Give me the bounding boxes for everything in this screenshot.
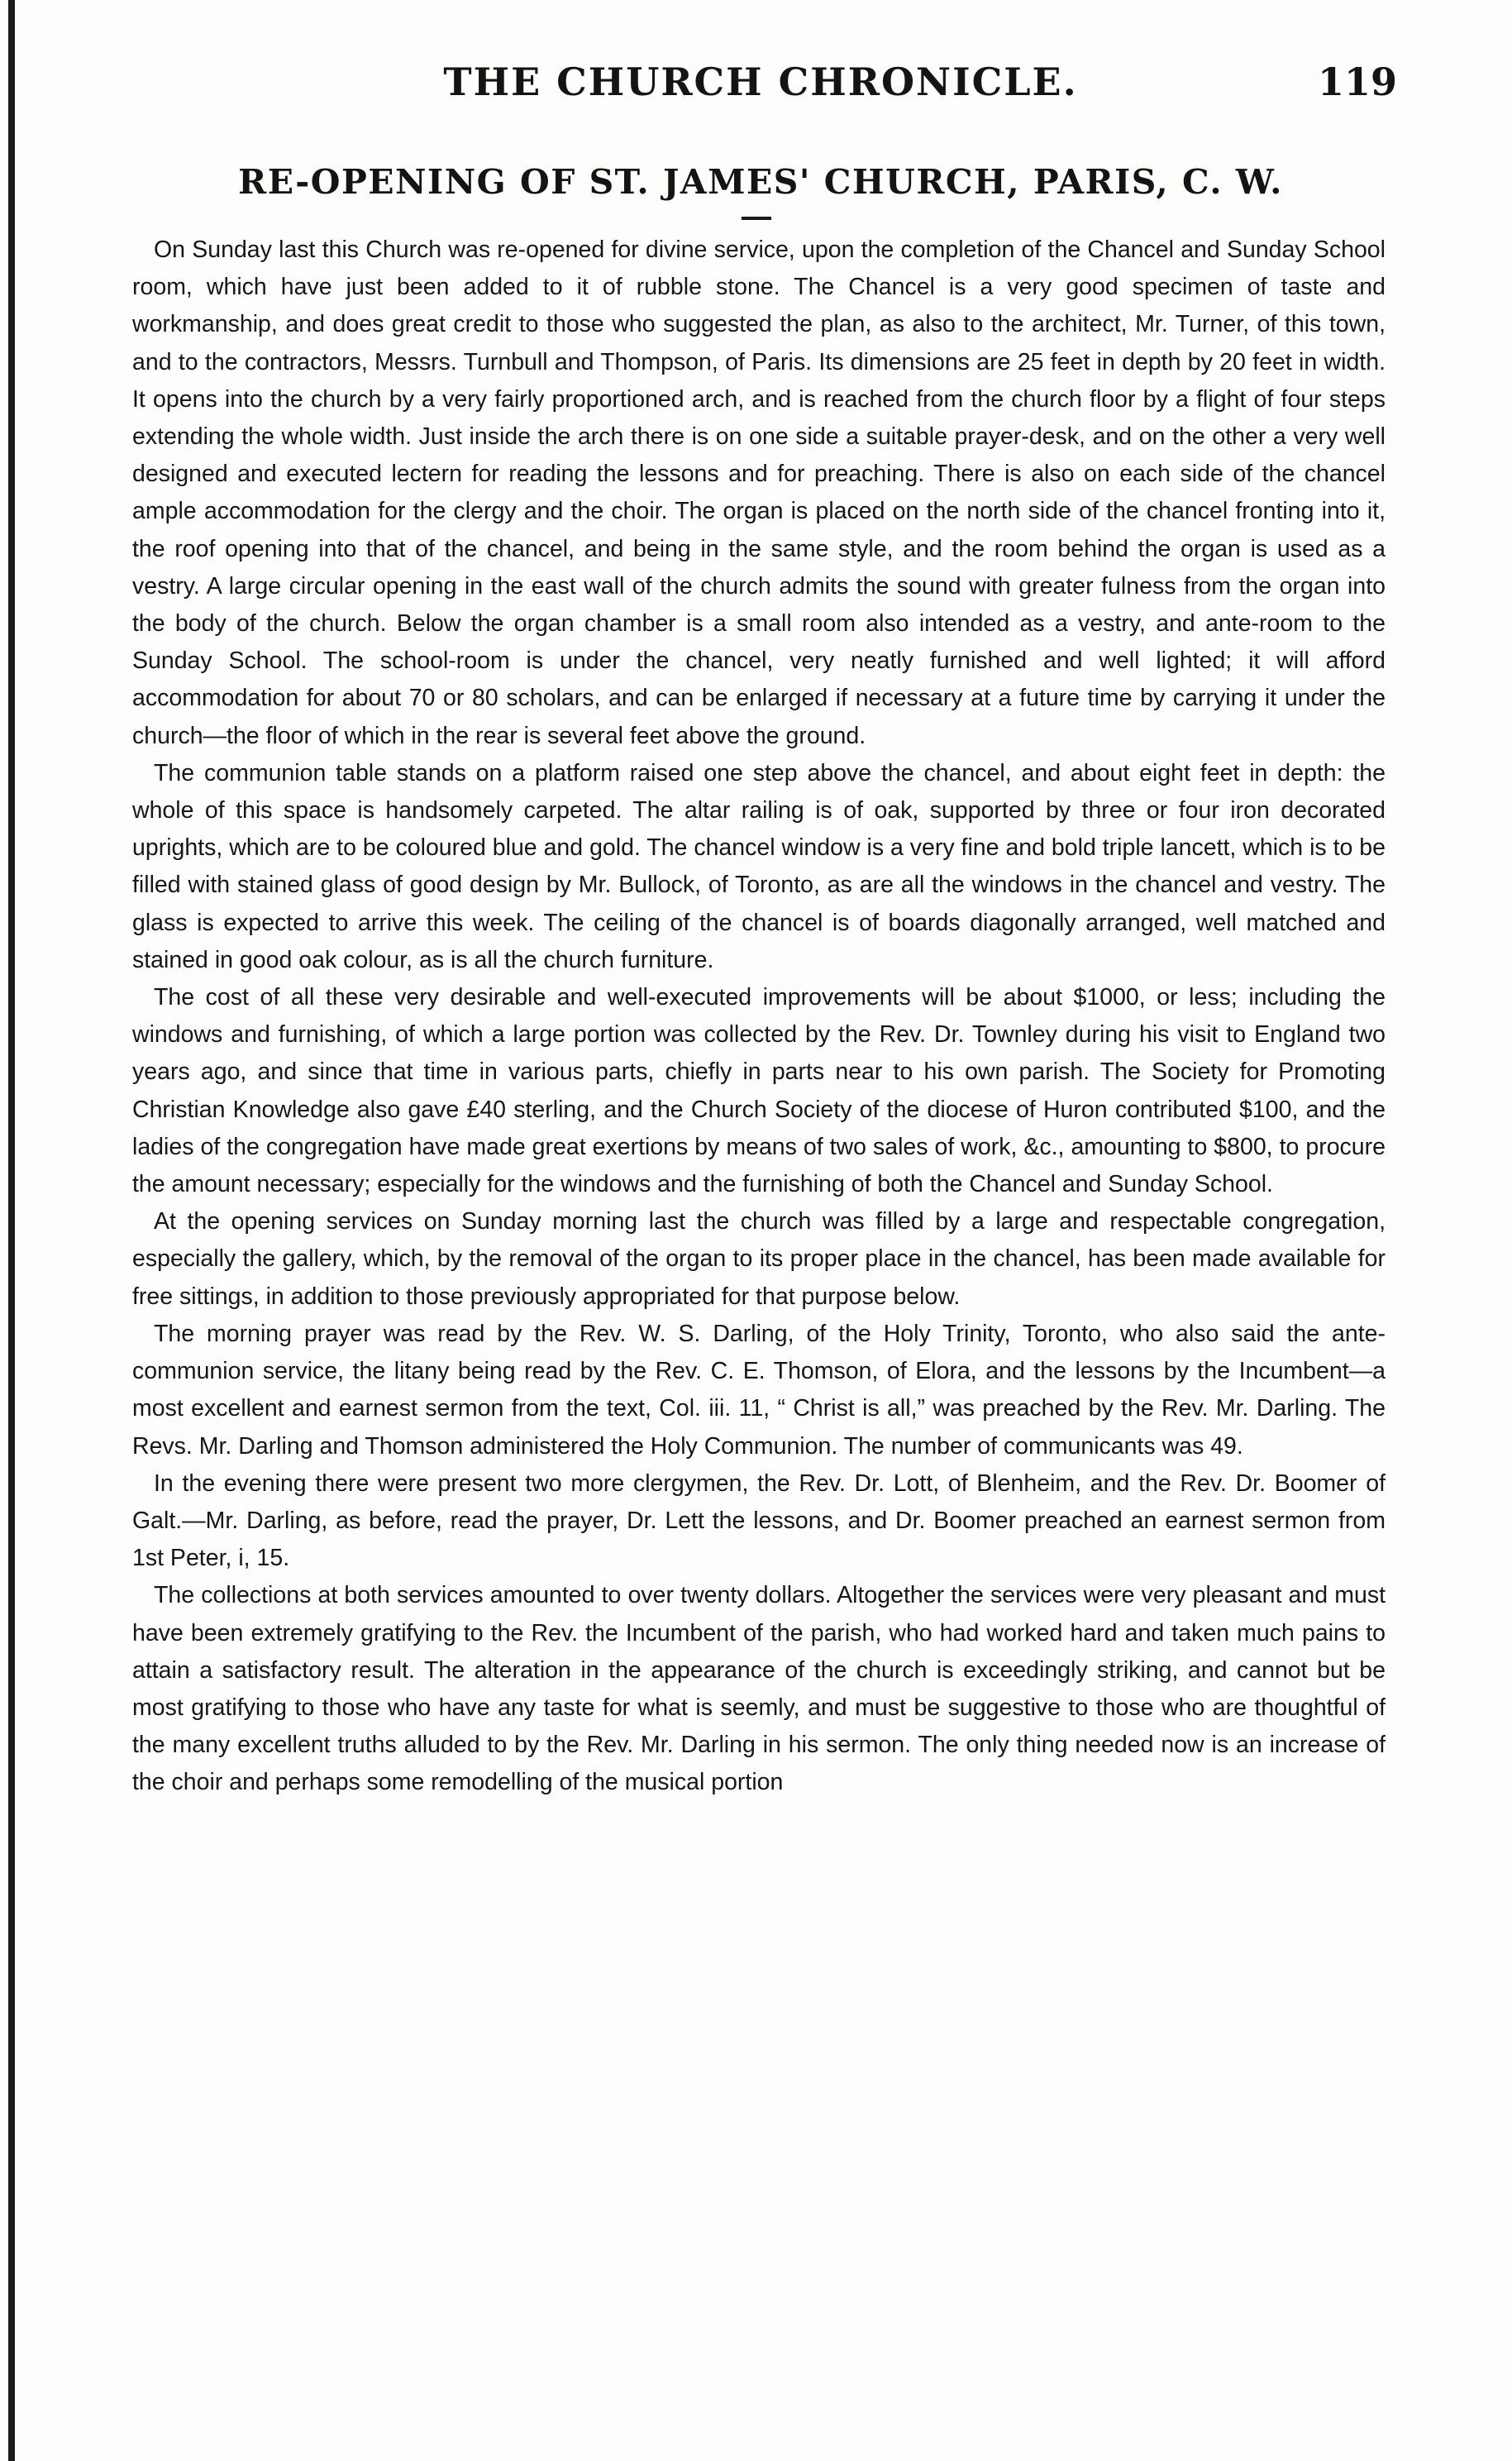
running-head [124, 60, 1397, 117]
article-body [132, 232, 1386, 2423]
article-title: RE-OPENING OF ST. JAMES' CHURCH, PARIS, C. W. [238, 162, 1283, 202]
paragraph-cost: The cost of all these very desirable and well-executed improvements will be about $1000, or less; including the windows and furnishing, of which a large portion was collected by the Rev. Dr. Townley during his visit to England two years ago, and since that time in various parts, chiefly in parts near to his own parish. The Society for Promoting Christian Knowledge also gave £40 sterling, and the Church Society of the diocese of Huron contributed $100, and the ladies of the congregation have made great exertions by means of two sales of work, &c., amounting to $800, to procure the amount necessary; especially for the windows and the furnishing of both the Chancel and Sunday School. [132, 984, 1386, 1198]
paragraph-opening-services: At the opening services on Sunday morning last the church was filled by a large and respectable congregation, especially the gallery, which, by the removal of the organ to its proper place in the chancel, has been made available for free sittings, in addition to those previously appropriated for that purpose below. [132, 1208, 1386, 1310]
paragraph-chancel-description: On Sunday last this Church was re-opened for divine service, upon the completion of the Chancel and Sunday School room, which have just been added to it of rubble stone. The Chancel is a very good specimen of taste and workmanship, and does great credit to those who suggested the plan, as also to the architect, Mr. Turner, of this town, and to the contractors, Messrs. Turnbull and Thompson, of Paris. Its dimensions are 25 feet in depth by 20 feet in width. It opens into the church by a very fairly proportioned arch, and is reached from the church floor by a flight of four steps extending the whole width. Just inside the arch there is on one side a suitable prayer-desk, and on the other a very well designed and executed lectern for reading the lessons and for preaching. There is also on each side of the chancel ample accommodation for the clergy and the choir. The organ is placed on the north side of the chancel fronting into it, the roof opening into that of the chancel, and being in the same style, and the room behind the organ is used as a vestry. A large circular opening in the east wall of the church admits the sound with greater fulness from the organ into the body of the church. Below the organ chamber is a small room also intended as a vestry, and ante-room to the Sunday School. The school-room is under the chancel, very neatly furnished and well lighted; it will afford accommodation for about 70 or 80 scholars, and can be enlarged if necessary at a future time by carrying it under the church—the floor of which in the rear is several feet above the ground. [132, 237, 1386, 749]
paragraph-morning-prayer: The morning prayer was read by the Rev. W. S. Darling, of the Holy Trinity, Toronto, who also said the ante-communion service, the litany being read by the Rev. C. E. Thomson, of Elora, and the lessons by the Incumbent—a most excellent and earnest sermon from the text, Col. iii. 11, “ Christ is all,” was preached by the Rev. Mr. Darling. The Revs. Mr. Darling and Thomson administered the Holy Communion. The number of communicants was 49. [132, 1320, 1386, 1460]
running-title: THE CHURCH CHRONICLE. [443, 60, 1078, 104]
page-binding-edge [8, 0, 15, 2461]
paragraph-evening-service: In the evening there were present two more clergymen, the Rev. Dr. Lott, of Blenheim, and the Rev. Dr. Boomer of Galt.—Mr. Darling, as before, read the prayer, Dr. Lett the lessons, and Dr. Boomer preached an earnest sermon from 1st Peter, i, 15. [132, 1469, 1386, 1572]
paragraph-collections: The collections at both services amounted to over twenty dollars. Altogether the services were very pleasant and must have been extremely gratifying to the Rev. the Incumbent of the parish, who had worked hard and taken much pains to attain a satisfactory result. The alteration in the appearance of the church is exceedingly striking, and cannot but be most gratifying to those who have any taste for what is seemly, and must be suggestive to those who are thoughtful of the many excellent truths alluded to by the Rev. Mr. Darling in his sermon. The only thing needed now is an increase of the choir and perhaps some remodelling of the musical portion [132, 1582, 1386, 1796]
paragraph-communion-table: The communion table stands on a platform raised one step above the chancel, and about eight feet in depth: the whole of this space is handsomely carpeted. The altar railing is of oak, supported by three or four iron decorated uprights, which are to be coloured blue and gold. The chancel window is a very fine and bold triple lancett, which is to be filled with stained glass of good design by Mr. Bullock, of Toronto, as are all the windows in the chancel and vestry. The glass is expected to arrive this week. The ceiling of the chancel is of boards diagonally arranged, well matched and stained in good oak colour, as is all the church furniture. [132, 759, 1386, 973]
title-rule [742, 217, 771, 220]
page-number: 119 [1317, 60, 1397, 104]
